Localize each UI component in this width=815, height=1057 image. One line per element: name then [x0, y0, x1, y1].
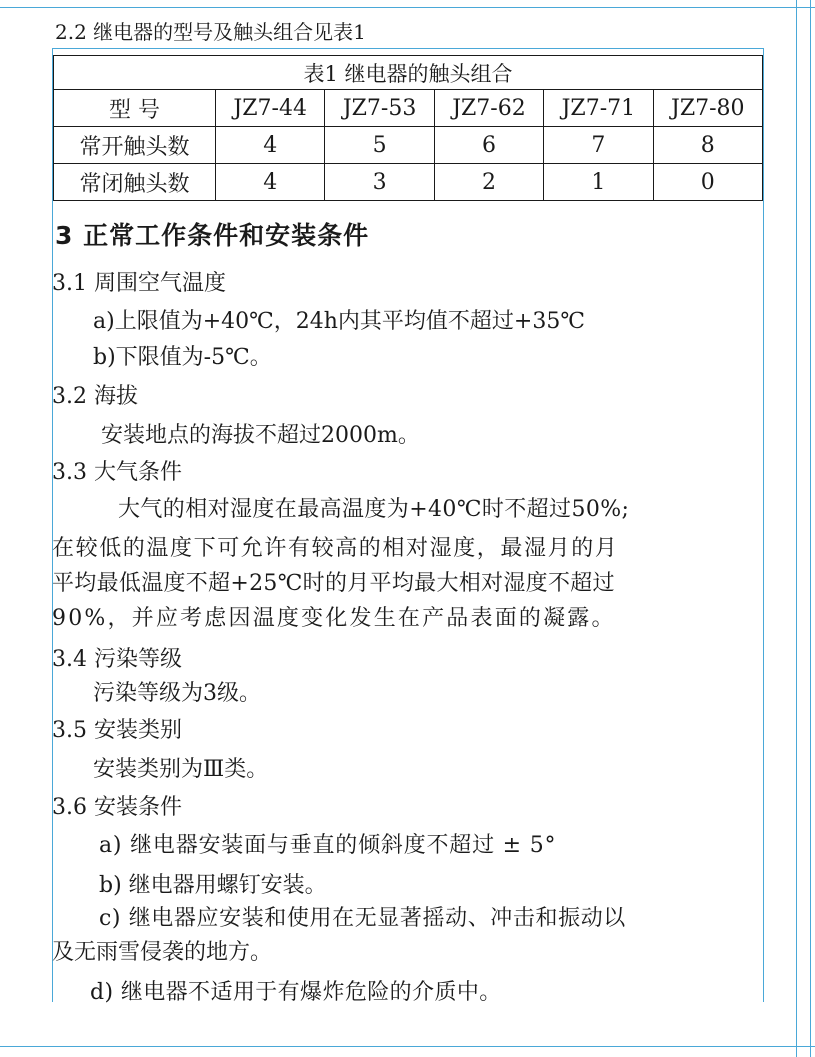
guide-line-top	[0, 7, 815, 8]
table-cell: 8	[653, 127, 762, 164]
guide-line-edge-right	[810, 0, 811, 1057]
section-2-2-heading: 2.2 继电器的型号及触头组合见表1	[55, 20, 366, 44]
s3-6-item-c-line-2: 及无雨雪侵袭的地方。	[52, 940, 273, 965]
s3-1-item-b: b)下限值为-5℃。	[93, 345, 272, 370]
table-cell: 2	[434, 164, 543, 201]
table-row	[54, 127, 763, 164]
s3-6-item-c-line-1: c) 继电器应安装和使用在无显著摇动、冲击和振动以	[99, 906, 626, 931]
section-3-2-heading: 3.2 海拔	[52, 384, 138, 409]
table-cell: 4	[216, 164, 325, 201]
s3-6-item-d: d) 继电器不适用于有爆炸危险的介质中。	[90, 980, 502, 1005]
table-caption: 表1 继电器的触头组合	[54, 56, 763, 90]
s3-6-item-a: a) 继电器安装面与垂直的倾斜度不超过 ± 5°	[99, 833, 557, 858]
guide-line-frame-top	[52, 48, 763, 49]
section-3-6-heading: 3.6 安装条件	[52, 795, 182, 820]
table-header-row	[54, 90, 763, 127]
table-header-cell: JZ7-62	[434, 90, 543, 127]
table-cell: 7	[544, 127, 653, 164]
section-3-4-heading: 3.4 污染等级	[52, 647, 182, 672]
s3-2-body: 安装地点的海拔不超过2000m。	[101, 423, 420, 448]
table-cell: 3	[325, 164, 434, 201]
table-header-cell: 型 号	[54, 90, 216, 127]
s3-3-line-4: 90%，并应考虑因温度变化发生在产品表面的凝露。	[52, 606, 616, 631]
table-caption-row	[54, 56, 763, 90]
guide-line-right	[763, 48, 764, 1002]
table-cell: 常开触头数	[54, 127, 216, 164]
section-3-heading: 3 正常工作条件和安装条件	[55, 221, 370, 250]
table-cell: 常闭触头数	[54, 164, 216, 201]
table-header-cell: JZ7-71	[544, 90, 653, 127]
guide-line-outer-right	[796, 0, 797, 1057]
table-cell: 1	[544, 164, 653, 201]
table-header-cell: JZ7-44	[216, 90, 325, 127]
table-cell: 0	[653, 164, 762, 201]
guide-line-bottom	[0, 1046, 815, 1047]
s3-6-item-b: b) 继电器用螺钉安装。	[99, 873, 327, 898]
s3-4-body: 污染等级为3级。	[93, 681, 261, 706]
table-cell: 4	[216, 127, 325, 164]
s3-3-line-2: 在较低的温度下可允许有较高的相对湿度，最湿月的月	[52, 536, 619, 561]
section-3-3-heading: 3.3 大气条件	[52, 460, 182, 485]
table-cell: 6	[434, 127, 543, 164]
s3-3-line-3: 平均最低温度不超+25℃时的月平均最大相对湿度不超过	[52, 571, 615, 596]
section-3-1-heading: 3.1 周围空气温度	[52, 271, 226, 296]
table-header-cell: JZ7-80	[653, 90, 762, 127]
table-cell: 5	[325, 127, 434, 164]
section-3-5-heading: 3.5 安装类别	[52, 718, 182, 743]
table-header-cell: JZ7-53	[325, 90, 434, 127]
s3-3-line-1: 大气的相对湿度在最高温度为+40℃时不超过50%;	[118, 497, 630, 522]
s3-5-body: 安装类别为Ⅲ类。	[93, 757, 269, 782]
contact-combination-table	[53, 55, 763, 201]
s3-1-item-a: a)上限值为+40℃，24h内其平均值不超过+35℃	[93, 309, 585, 334]
table-row	[54, 164, 763, 201]
